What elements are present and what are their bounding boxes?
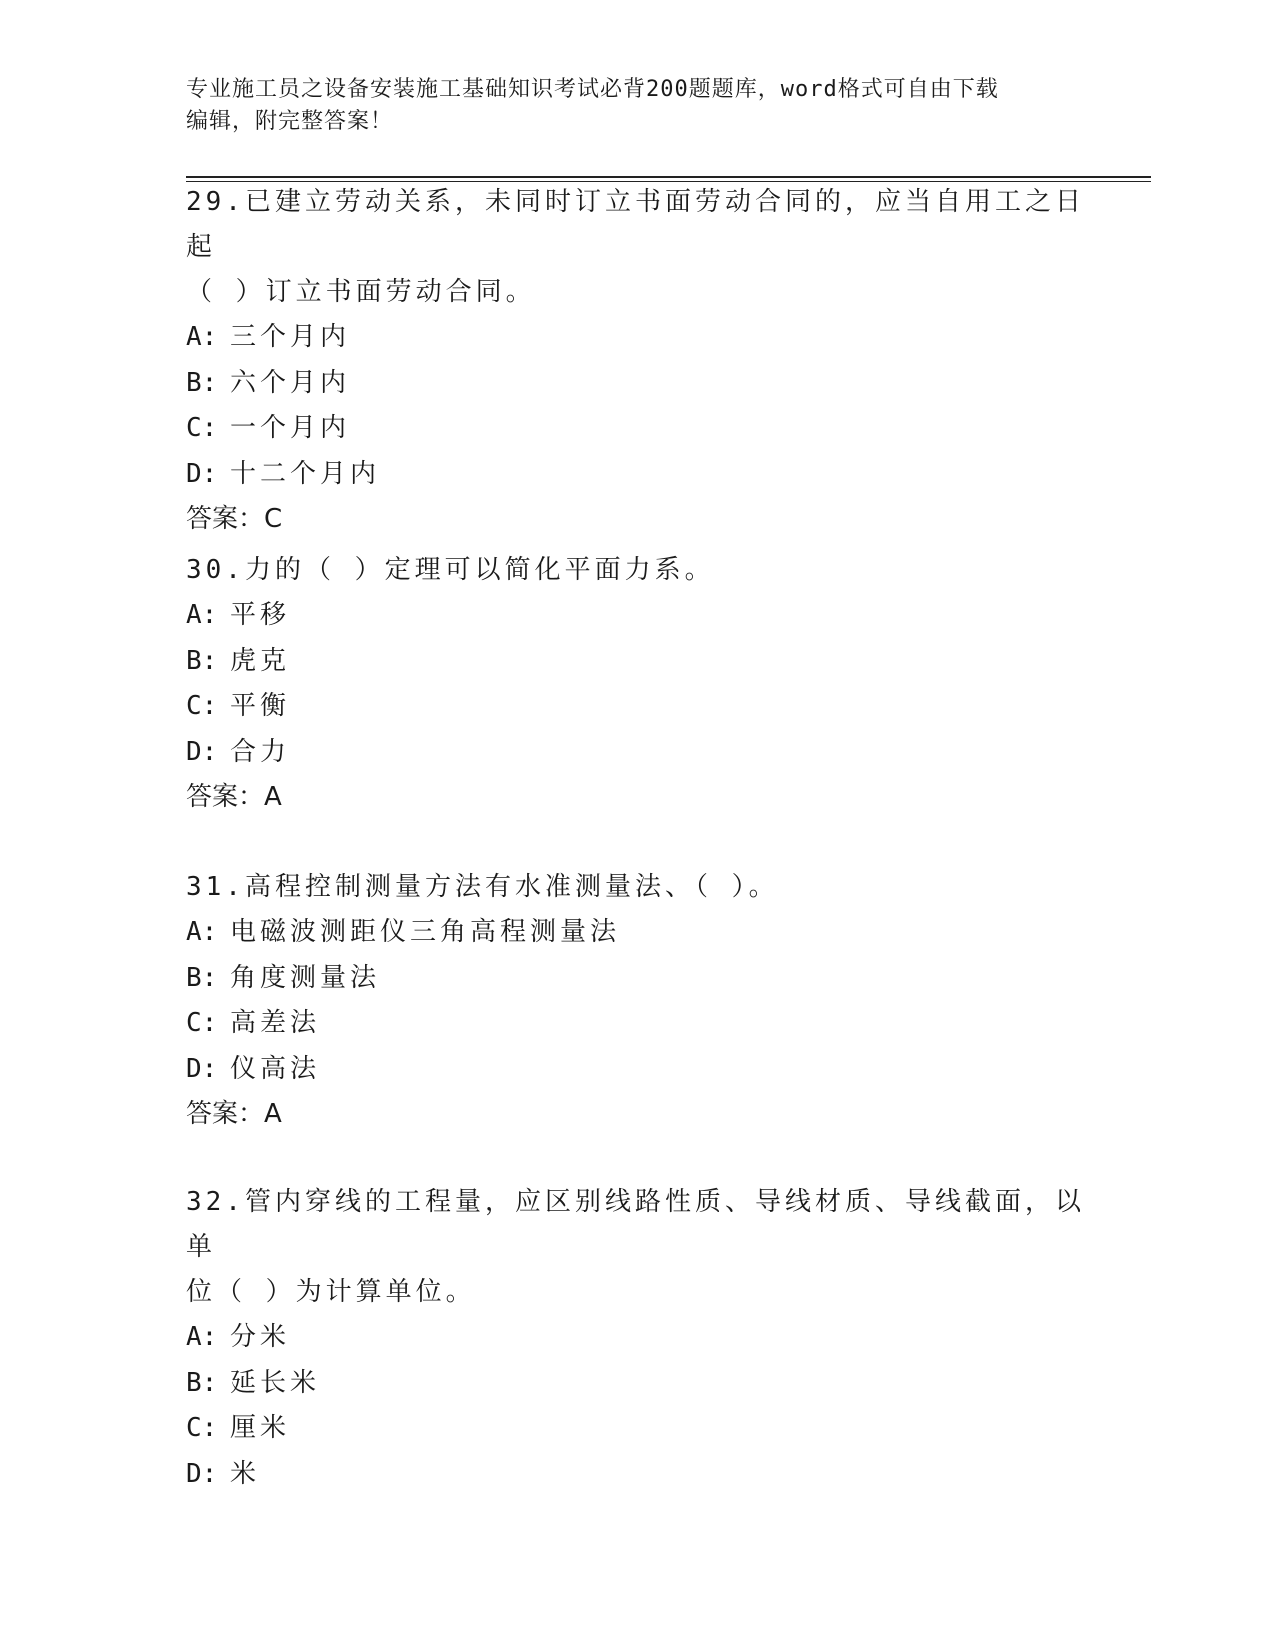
question-stem-line: 30.力的（ ）定理可以简化平面力系。: [186, 555, 715, 585]
option-c: [186, 406, 1086, 452]
question-29: [186, 180, 1086, 543]
option-d: [186, 730, 1086, 776]
option-c: [186, 1406, 1086, 1452]
option-text: 平移: [230, 600, 291, 630]
option-b: [186, 956, 1086, 1002]
option-text: 平衡: [230, 691, 291, 721]
question-stem-line: 32.管内穿线的工程量，应区别线路性质、导线材质、导线截面，以单: [186, 1187, 1085, 1262]
option-key: A:: [186, 917, 218, 947]
option-key: C:: [186, 1413, 218, 1443]
option-key: A:: [186, 600, 218, 630]
option-text: 三个月内: [230, 322, 351, 352]
question-stem-line: 31.高程控制测量方法有水准测量法、（ ）。: [186, 872, 779, 902]
option-text: 米: [230, 1458, 261, 1489]
option-key: A:: [186, 1322, 218, 1352]
option-b: [186, 1361, 1086, 1407]
option-c: [186, 1001, 1086, 1047]
option-key: C:: [186, 691, 218, 721]
option-text: 分米: [230, 1322, 291, 1352]
option-b: [186, 639, 1086, 685]
option-key: A:: [186, 322, 218, 352]
option-key: C:: [186, 413, 218, 443]
question-31: [186, 865, 1086, 1138]
option-key: D:: [186, 458, 218, 489]
option-a: [186, 593, 1086, 639]
option-a: [186, 315, 1086, 361]
option-a: [186, 1315, 1086, 1361]
option-key: C:: [186, 1008, 218, 1038]
option-key: B:: [186, 645, 218, 676]
option-text: 延长米: [230, 1367, 321, 1398]
question-stem-line: 29.已建立劳动关系，未同时订立书面劳动合同的，应当自用工之日起: [186, 187, 1085, 262]
option-key: B:: [186, 1367, 218, 1398]
header-line-2: 编辑，附完整答案！: [186, 109, 394, 134]
question-stem-line: （ ）订立书面劳动合同。: [186, 277, 536, 307]
option-text: 高差法: [230, 1008, 321, 1038]
document-header: [186, 74, 1086, 138]
option-key: B:: [186, 962, 218, 993]
option-key: B:: [186, 367, 218, 398]
answer-line: 答案：C: [186, 504, 283, 534]
answer-line: 答案：A: [186, 782, 282, 812]
option-text: 虎克: [230, 645, 291, 676]
question-stem-line: 位（ ）为计算单位。: [186, 1277, 476, 1307]
header-divider-thick: [186, 176, 1151, 178]
header-line-1: 专业施工员之设备安装施工基础知识考试必背200题题库，word格式可自由下载: [186, 77, 999, 102]
option-text: 合力: [230, 736, 291, 767]
option-a: [186, 910, 1086, 956]
answer-line: 答案：A: [186, 1099, 282, 1129]
option-text: 十二个月内: [230, 458, 381, 489]
question-32: [186, 1180, 1086, 1497]
option-text: 一个月内: [230, 413, 351, 443]
option-d: [186, 452, 1086, 498]
option-d: [186, 1452, 1086, 1498]
option-b: [186, 361, 1086, 407]
option-d: [186, 1047, 1086, 1093]
question-30: [186, 548, 1086, 821]
option-text: 六个月内: [230, 367, 351, 398]
option-text: 厘米: [230, 1413, 291, 1443]
option-key: D:: [186, 736, 218, 767]
option-key: D:: [186, 1053, 218, 1084]
option-text: 电磁波测距仪三角高程测量法: [230, 917, 621, 947]
option-c: [186, 684, 1086, 730]
option-text: 仪高法: [230, 1053, 321, 1084]
option-key: D:: [186, 1458, 218, 1489]
option-text: 角度测量法: [230, 962, 381, 993]
